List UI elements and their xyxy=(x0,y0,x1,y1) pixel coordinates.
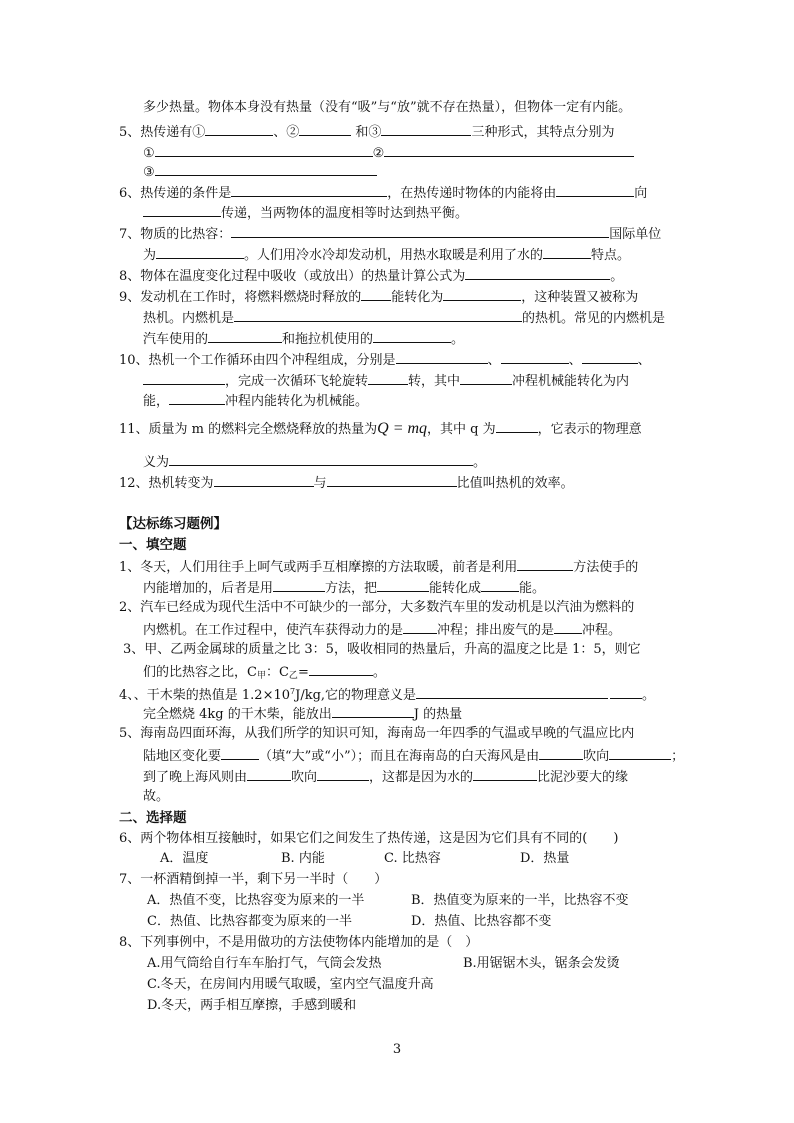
option-8c: C.冬天，在房间内用暖气取暖，室内空气温度升高 xyxy=(147,977,434,992)
blank[interactable] xyxy=(403,619,437,634)
item-9-line2: 热机。内燃机是 的热机。常见的内燃机是 xyxy=(143,307,665,329)
question-5: 5、海南岛四面环海，从我们所学的知识可知，海南岛一年四季的气温或早晚的气温应比内 xyxy=(119,726,635,741)
option-7c: C．热值、比热容都变为原来的一半 xyxy=(147,914,352,929)
item-12: 12、热机转变为 与 比值叫热机的效率。 xyxy=(119,472,574,494)
question-1: 1、冬天，人们用往手上呵气或两手互相摩擦的方法取暖，前者是利用 方法使手的 xyxy=(119,556,638,578)
question-4-line2: 完全燃烧 4kg 的干木柴，能放出 J 的热量 xyxy=(143,703,462,725)
item-11: 11、质量为 m 的燃料完全燃烧释放的热量为Q = mq，其中 q 为 ，它表示的物理意 xyxy=(119,420,642,437)
blank[interactable] xyxy=(496,418,538,433)
question-6: 6、两个物体相互接触时，如果它们之间发生了热传递，这是因为它们具有不同的( ) xyxy=(119,831,619,846)
blank[interactable] xyxy=(361,286,391,301)
blank[interactable] xyxy=(299,121,351,136)
blank[interactable] xyxy=(317,766,369,781)
item-5-line3: ③ xyxy=(143,161,377,183)
blank[interactable] xyxy=(247,766,291,781)
blank[interactable] xyxy=(234,307,522,322)
blank[interactable] xyxy=(465,265,610,280)
blank[interactable] xyxy=(473,766,537,781)
blank[interactable] xyxy=(556,182,634,197)
section-title: 【达标练习题例】 xyxy=(119,516,227,532)
question-2: 2、汽车已经成为现代生活中不可缺少的一部分，大多数汽车里的发动机是以汽油为燃料的 xyxy=(119,600,635,615)
item-6: 6、热传递的条件是 ，在热传递时物体的内能将由 向 xyxy=(119,182,647,204)
blank[interactable] xyxy=(332,703,414,718)
blank[interactable] xyxy=(377,577,429,592)
option-8b: B.用锯锯木头，锯条会发烫 xyxy=(463,956,620,971)
option-7d: D．热值、比热容都不变 xyxy=(411,914,552,929)
option-6a: A．温度 xyxy=(160,851,209,866)
blank[interactable] xyxy=(416,684,608,699)
item-7: 7、物质的比热容： 国际单位 xyxy=(119,223,661,245)
blank[interactable] xyxy=(231,223,609,238)
option-8a: A.用气筒给自行车车胎打气，气筒会发热 xyxy=(147,956,382,971)
blank[interactable] xyxy=(155,142,373,157)
item-9-line3: 汽车使用的 和拖拉机使用的 。 xyxy=(143,328,464,350)
blank[interactable] xyxy=(205,121,273,136)
blank[interactable] xyxy=(156,244,244,259)
item-9: 9、发动机在工作时，将燃料燃烧时释放的 能转化为 ，这种装置又被称为 xyxy=(119,286,638,308)
blank[interactable] xyxy=(443,286,521,301)
blank[interactable] xyxy=(396,349,488,364)
blank[interactable] xyxy=(384,142,634,157)
blank[interactable] xyxy=(214,472,314,487)
page-number: 3 xyxy=(392,1042,402,1057)
blank[interactable] xyxy=(554,619,582,634)
item-7-line2: 为 。人们用冷水冷却发动机，用热水取暖是利用了水的 特点。 xyxy=(143,244,630,266)
blank[interactable] xyxy=(143,202,221,217)
blank[interactable] xyxy=(543,244,591,259)
option-7a: A．热值不变，比热容变为原来的一半 xyxy=(147,893,365,908)
question-2-line2: 内燃机。在工作过程中，使汽车获得动力的是 冲程；排出废气的是 冲程。 xyxy=(143,619,621,641)
question-8: 8、下列事例中，不是用做功的方法使物体内能增加的是（ ） xyxy=(119,935,479,950)
item-6-line2: 传递，当两物体的温度相等时达到热平衡。 xyxy=(143,202,468,224)
item-5: 5、热传递有① 、② 和③ 三种形式，其特点分别为 xyxy=(119,121,614,143)
blank[interactable] xyxy=(273,577,325,592)
formula: Q = mq xyxy=(377,420,428,437)
item-11-line2: 义为 。 xyxy=(143,451,486,473)
blank[interactable] xyxy=(155,161,377,176)
item-10-line3: 能， 冲程内能转化为机械能。 xyxy=(143,390,368,412)
blank[interactable] xyxy=(481,577,519,592)
item-10-line2: ，完成一次循环飞轮旋转 转，其中 冲程机械能转化为内 xyxy=(143,370,629,392)
option-6d: D．热量 xyxy=(520,851,570,866)
question-5-line3: 到了晚上海风则由 吹向 ，这都是因为水的 比泥沙要大的缘 xyxy=(143,766,628,788)
blank[interactable] xyxy=(143,370,225,385)
item-8: 8、物体在温度变化过程中吸收（或放出）的热量计算公式为 。 xyxy=(119,265,623,287)
blank[interactable] xyxy=(610,684,642,699)
blank[interactable] xyxy=(460,370,512,385)
blank[interactable] xyxy=(208,328,282,343)
section-multiple-choice: 二、选择题 xyxy=(119,810,187,826)
blank[interactable] xyxy=(517,556,573,571)
blank[interactable] xyxy=(582,349,638,364)
section-fill-blank: 一、填空题 xyxy=(119,537,187,553)
text-line: 多少热量。物体本身没有热量（没有“吸”与“放”就不存在热量），但物体一定有内能。 xyxy=(143,100,632,115)
question-3-line2: 们的比热容之比，$C_甲$：$C_乙=$ 。 xyxy=(143,661,386,686)
question-1-line2: 内能增加的，后者是用 方法，把 能转化成 能。 xyxy=(143,577,545,599)
blank[interactable] xyxy=(309,661,373,676)
blank[interactable] xyxy=(609,745,671,760)
blank[interactable] xyxy=(381,121,471,136)
item-10: 10、热机一个工作循环由四个冲程组成，分别是 、 、 、 xyxy=(119,349,651,371)
question-5-line2: 陆地区变化要 （填“大”或“小”）；而且在海南岛的白天海风是由 吹向 ； xyxy=(143,745,684,767)
blank[interactable] xyxy=(368,370,408,385)
blank[interactable] xyxy=(221,745,259,760)
question-4: 4、、干木柴的热值是 $1.2\times 10^7J/kg$,它的物理意义是 。 xyxy=(119,682,655,706)
question-5-line4: 故。 xyxy=(143,789,170,804)
blank[interactable] xyxy=(231,182,387,197)
option-8d: D.冬天，两手相互摩擦，手感到暖和 xyxy=(147,998,357,1013)
option-6b: B. 内能 xyxy=(281,851,325,866)
blank[interactable] xyxy=(373,328,451,343)
blank[interactable] xyxy=(169,390,225,405)
blank[interactable] xyxy=(327,472,457,487)
item-5-line2: ① ② xyxy=(143,142,634,164)
option-7b: B．热值变为原来的一半，比热容不变 xyxy=(411,893,629,908)
option-6c: C. 比热容 xyxy=(384,851,441,866)
question-7: 7、一杯酒精倒掉一半，剩下另一半时（ ） xyxy=(119,872,388,887)
blank[interactable] xyxy=(501,349,569,364)
blank[interactable] xyxy=(169,451,473,466)
question-3: 3、甲、乙两金属球的质量之比 3：5，吸收相同的热量后，升高的温度之比是 1：5，则它 xyxy=(123,642,641,657)
blank[interactable] xyxy=(539,745,583,760)
